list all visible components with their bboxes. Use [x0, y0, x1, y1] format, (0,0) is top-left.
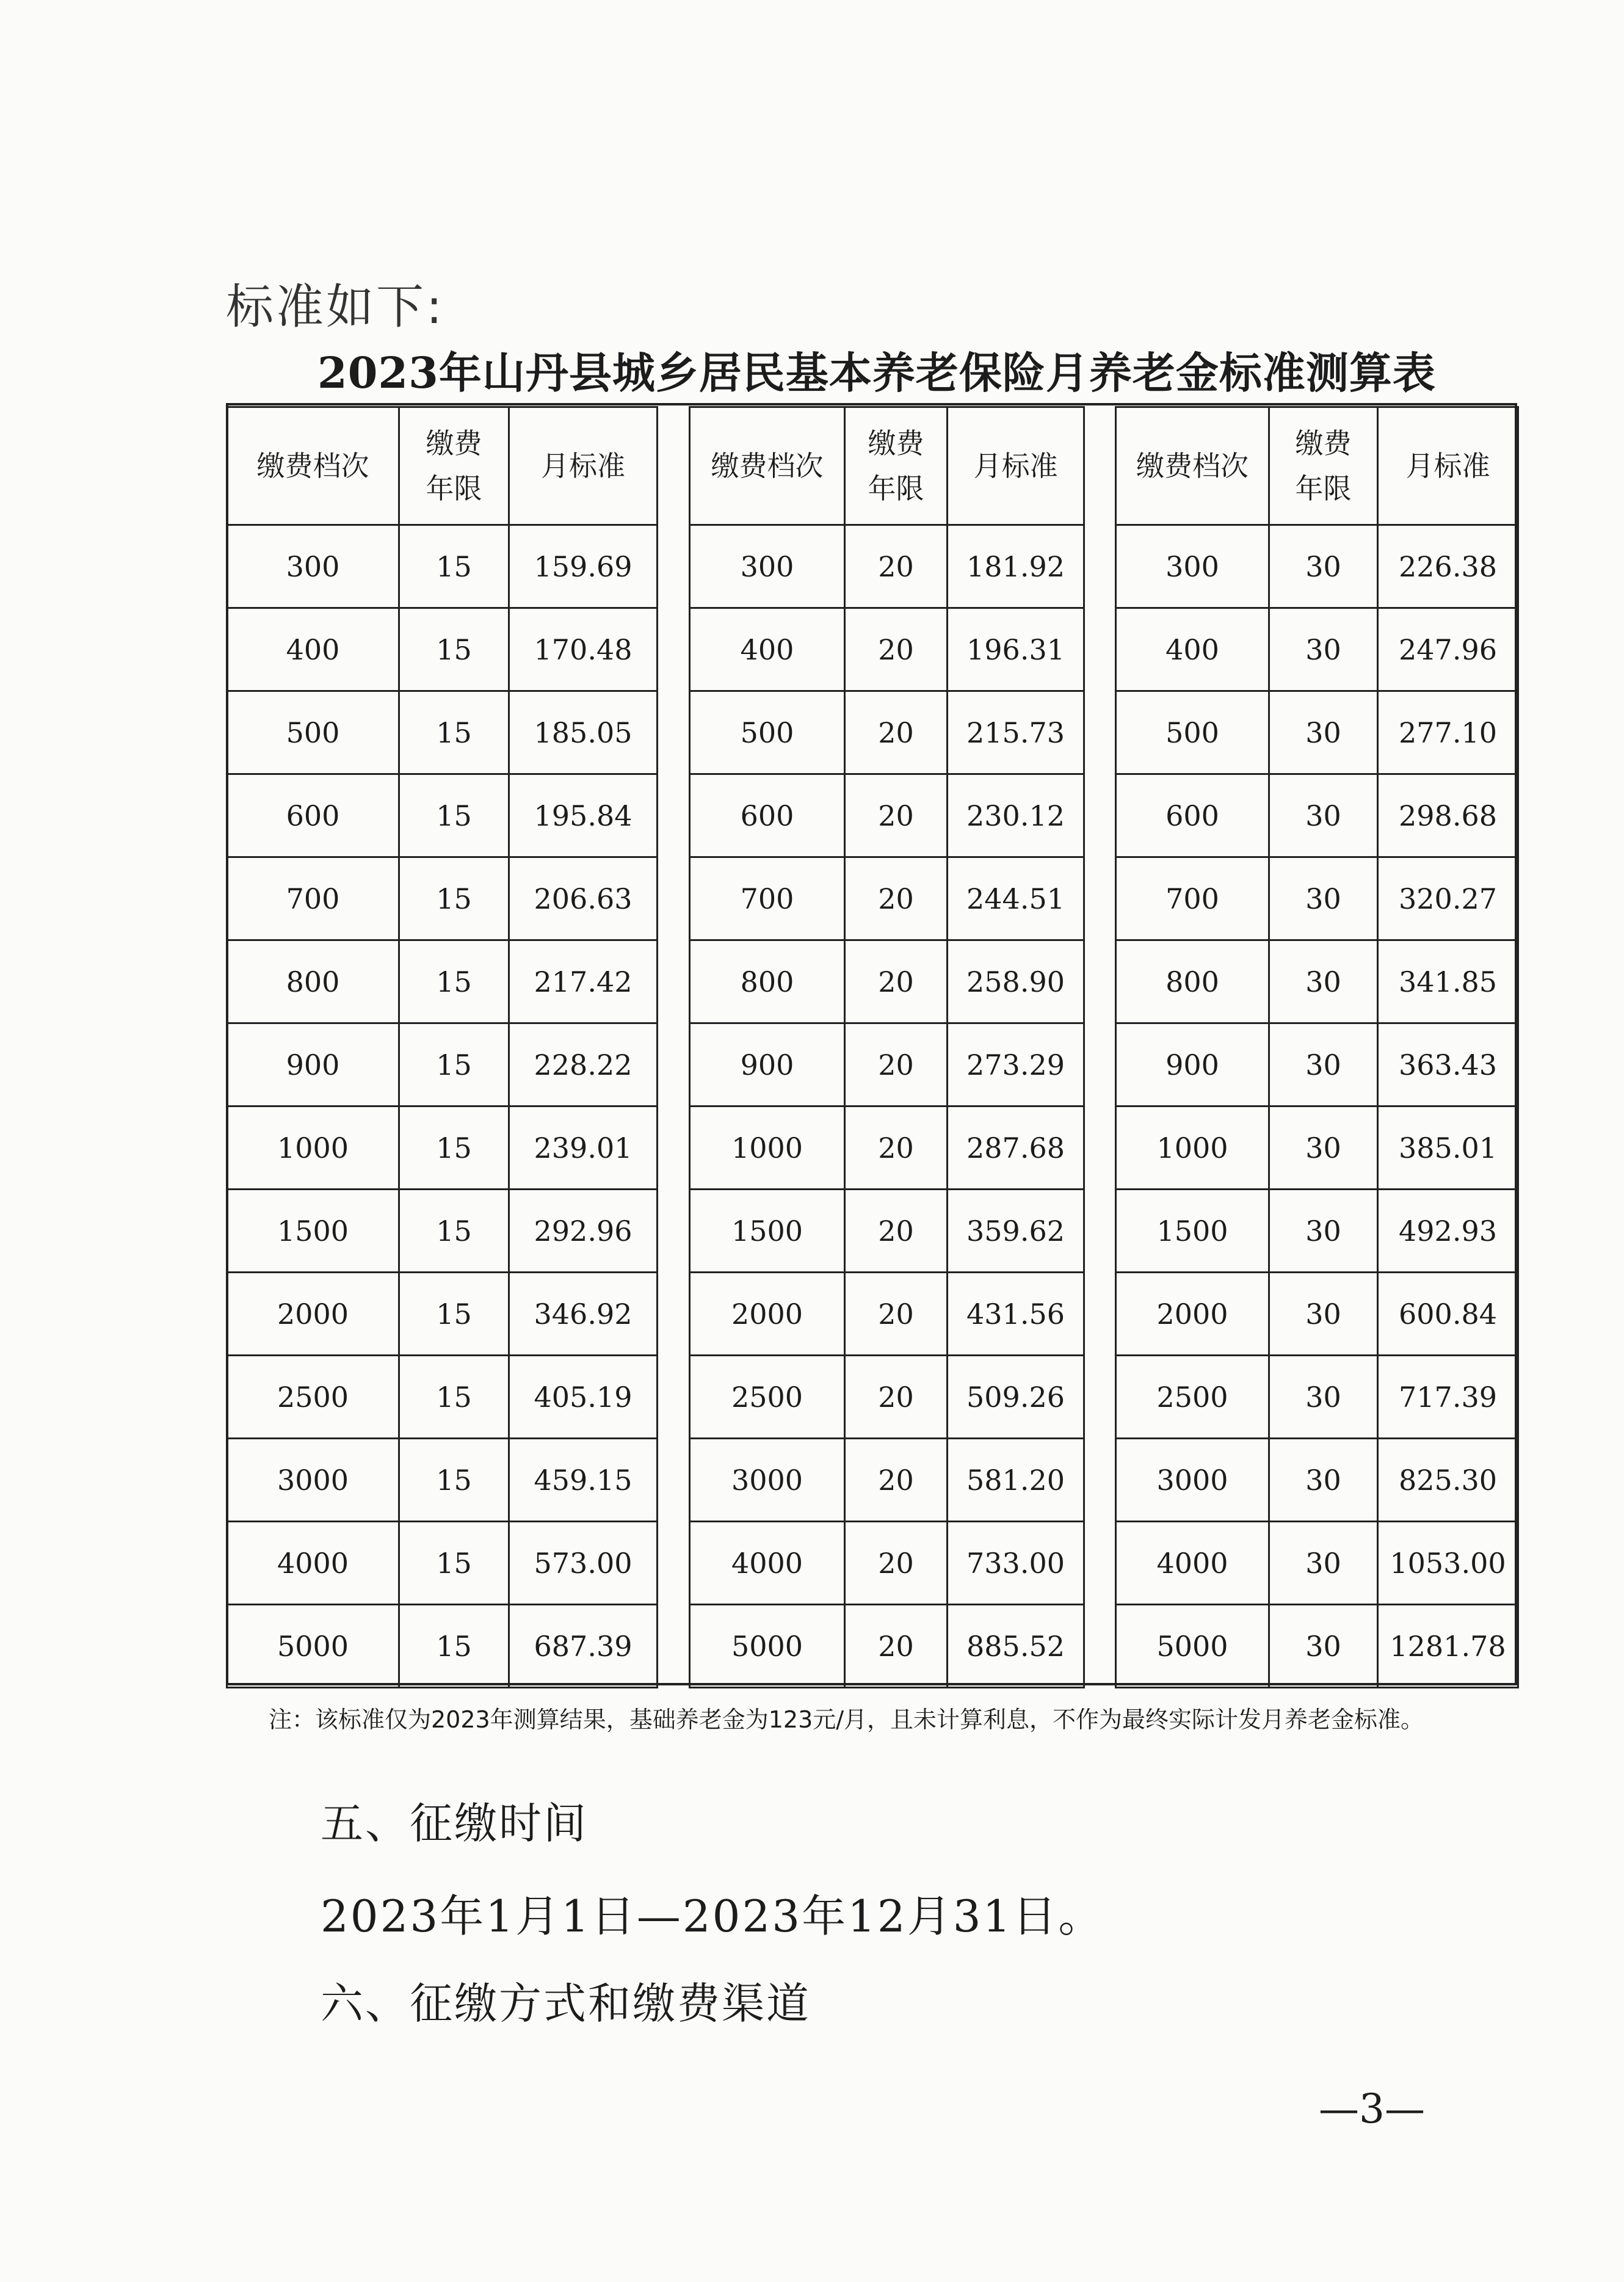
years-cell: 20 [845, 1190, 948, 1273]
monthly-cell: 244.51 [948, 857, 1084, 940]
years-cell: 20 [845, 525, 948, 608]
grade-cell: 3000 [227, 1439, 399, 1522]
grade-cell: 800 [1116, 940, 1269, 1023]
monthly-cell: 247.96 [1378, 608, 1518, 691]
monthly-cell: 825.30 [1378, 1439, 1518, 1522]
monthly-cell: 320.27 [1378, 857, 1518, 940]
years-cell: 30 [1269, 1522, 1378, 1605]
section5-heading: 五、征缴时间 [321, 1798, 588, 1848]
monthly-cell: 258.90 [948, 940, 1084, 1023]
pension-table-15 [226, 406, 658, 1688]
monthly-cell: 170.48 [509, 608, 658, 691]
monthly-cell: 206.63 [509, 857, 658, 940]
grade-cell: 2000 [690, 1273, 845, 1356]
table-row [1116, 691, 1518, 774]
years-cell: 15 [399, 1439, 509, 1522]
table-row [690, 1190, 1084, 1273]
section6-heading: 六、征缴方式和缴费渠道 [321, 1979, 811, 2029]
monthly-cell: 885.52 [948, 1605, 1084, 1688]
table-row [690, 1356, 1084, 1439]
table-row [227, 774, 658, 857]
table-row [1116, 525, 1518, 608]
years-cell: 15 [399, 608, 509, 691]
years-cell: 20 [845, 608, 948, 691]
years-cell: 30 [1269, 1190, 1378, 1273]
monthly-cell: 346.92 [509, 1273, 658, 1356]
monthly-cell: 733.00 [948, 1522, 1084, 1605]
table-row [1116, 1439, 1518, 1522]
header-years [1269, 407, 1378, 525]
monthly-cell: 687.39 [509, 1605, 658, 1688]
page-number: —3— [1319, 2085, 1425, 2132]
grade-cell: 4000 [1116, 1522, 1269, 1605]
grade-cell: 800 [227, 940, 399, 1023]
monthly-cell: 600.84 [1378, 1273, 1518, 1356]
table-row [1116, 1356, 1518, 1439]
monthly-cell: 230.12 [948, 774, 1084, 857]
grade-cell: 400 [690, 608, 845, 691]
years-cell: 15 [399, 1106, 509, 1190]
grade-cell: 500 [690, 691, 845, 774]
monthly-cell: 217.42 [509, 940, 658, 1023]
grade-cell: 3000 [1116, 1439, 1269, 1522]
header-years-line1: 缴费 [868, 427, 924, 460]
table-row [227, 1605, 658, 1688]
years-cell: 20 [845, 1273, 948, 1356]
monthly-cell: 228.22 [509, 1023, 658, 1106]
table-row [1116, 774, 1518, 857]
years-cell: 20 [845, 857, 948, 940]
monthly-cell: 226.38 [1378, 525, 1518, 608]
years-cell: 30 [1269, 1439, 1378, 1522]
monthly-cell: 273.29 [948, 1023, 1084, 1106]
years-cell: 15 [399, 1605, 509, 1688]
table-row [1116, 1273, 1518, 1356]
header-grade: 缴费档次 [1116, 407, 1269, 525]
table-row [227, 1106, 658, 1190]
years-cell: 15 [399, 1522, 509, 1605]
intro-text: 标准如下: [226, 280, 445, 335]
years-cell: 20 [845, 1522, 948, 1605]
table-block-30-years [1115, 406, 1519, 1688]
table-header-row [690, 407, 1084, 525]
grade-cell: 500 [227, 691, 399, 774]
table-row [1116, 1522, 1518, 1605]
table-row [690, 1605, 1084, 1688]
table-row [227, 608, 658, 691]
years-cell: 30 [1269, 1356, 1378, 1439]
monthly-cell: 431.56 [948, 1273, 1084, 1356]
years-cell: 20 [845, 774, 948, 857]
monthly-cell: 717.39 [1378, 1356, 1518, 1439]
table-row [1116, 940, 1518, 1023]
table-row [1116, 1190, 1518, 1273]
years-cell: 30 [1269, 774, 1378, 857]
years-cell: 30 [1269, 691, 1378, 774]
years-cell: 30 [1269, 1023, 1378, 1106]
grade-cell: 1500 [227, 1190, 399, 1273]
table-row [690, 525, 1084, 608]
monthly-cell: 159.69 [509, 525, 658, 608]
header-years-line1: 缴费 [426, 427, 482, 460]
table-row [690, 1273, 1084, 1356]
table-row [1116, 1023, 1518, 1106]
monthly-cell: 405.19 [509, 1356, 658, 1439]
grade-cell: 1000 [227, 1106, 399, 1190]
grade-cell: 2500 [1116, 1356, 1269, 1439]
collection-period: 2023年1月1日—2023年12月31日。 [321, 1891, 1104, 1942]
grade-cell: 800 [690, 940, 845, 1023]
years-cell: 15 [399, 1356, 509, 1439]
grade-cell: 900 [227, 1023, 399, 1106]
header-monthly: 月标准 [1378, 407, 1518, 525]
monthly-cell: 581.20 [948, 1439, 1084, 1522]
grade-cell: 900 [690, 1023, 845, 1106]
table-title: 2023年山丹县城乡居民基本养老保险月养老金标准测算表 [317, 347, 1436, 398]
header-years-line1: 缴费 [1295, 427, 1352, 460]
monthly-cell: 298.68 [1378, 774, 1518, 857]
monthly-cell: 492.93 [1378, 1190, 1518, 1273]
grade-cell: 2500 [690, 1356, 845, 1439]
table-row [690, 940, 1084, 1023]
table-row [227, 525, 658, 608]
grade-cell: 2000 [1116, 1273, 1269, 1356]
years-cell: 20 [845, 1356, 948, 1439]
years-cell: 15 [399, 857, 509, 940]
grade-cell: 300 [227, 525, 399, 608]
table-row [690, 774, 1084, 857]
monthly-cell: 185.05 [509, 691, 658, 774]
monthly-cell: 181.92 [948, 525, 1084, 608]
years-cell: 15 [399, 1023, 509, 1106]
header-years-line2: 年限 [1295, 472, 1352, 505]
grade-cell: 1000 [690, 1106, 845, 1190]
monthly-cell: 359.62 [948, 1190, 1084, 1273]
table-header-row [227, 407, 658, 525]
grade-cell: 1000 [1116, 1106, 1269, 1190]
header-monthly: 月标准 [948, 407, 1084, 525]
grade-cell: 300 [690, 525, 845, 608]
years-cell: 20 [845, 1106, 948, 1190]
grade-cell: 600 [227, 774, 399, 857]
table-row [227, 1190, 658, 1273]
table-block-20-years [689, 406, 1085, 1688]
table-row [1116, 1106, 1518, 1190]
table-row [690, 691, 1084, 774]
grade-cell: 600 [1116, 774, 1269, 857]
years-cell: 15 [399, 691, 509, 774]
table-row [690, 1522, 1084, 1605]
header-years-line2: 年限 [868, 472, 924, 505]
grade-cell: 700 [690, 857, 845, 940]
header-years [845, 407, 948, 525]
table-row [227, 857, 658, 940]
grade-cell: 300 [1116, 525, 1269, 608]
years-cell: 30 [1269, 525, 1378, 608]
years-cell: 15 [399, 1190, 509, 1273]
table-row [690, 1439, 1084, 1522]
monthly-cell: 341.85 [1378, 940, 1518, 1023]
header-grade: 缴费档次 [690, 407, 845, 525]
table-row [227, 940, 658, 1023]
table-row [227, 1522, 658, 1605]
pension-table-30 [1115, 406, 1519, 1688]
grade-cell: 5000 [690, 1605, 845, 1688]
years-cell: 15 [399, 1273, 509, 1356]
years-cell: 30 [1269, 857, 1378, 940]
grade-cell: 2500 [227, 1356, 399, 1439]
grade-cell: 700 [227, 857, 399, 940]
monthly-cell: 385.01 [1378, 1106, 1518, 1190]
table-row [1116, 1605, 1518, 1688]
table-row [690, 608, 1084, 691]
header-years [399, 407, 509, 525]
years-cell: 20 [845, 1023, 948, 1106]
table-row [227, 1273, 658, 1356]
header-monthly: 月标准 [509, 407, 658, 525]
monthly-cell: 292.96 [509, 1190, 658, 1273]
years-cell: 20 [845, 691, 948, 774]
grade-cell: 4000 [227, 1522, 399, 1605]
table-row [1116, 608, 1518, 691]
monthly-cell: 196.31 [948, 608, 1084, 691]
table-note: 注：该标准仅为2023年测算结果，基础养老金为123元/月，且未计算利息，不作为最终实际计发月养老金标准。 [269, 1706, 1424, 1733]
grade-cell: 5000 [1116, 1605, 1269, 1688]
table-row [690, 857, 1084, 940]
years-cell: 30 [1269, 1605, 1378, 1688]
table-row [227, 691, 658, 774]
grade-cell: 1500 [1116, 1190, 1269, 1273]
years-cell: 20 [845, 940, 948, 1023]
grade-cell: 700 [1116, 857, 1269, 940]
grade-cell: 400 [1116, 608, 1269, 691]
monthly-cell: 239.01 [509, 1106, 658, 1190]
grade-cell: 500 [1116, 691, 1269, 774]
monthly-cell: 573.00 [509, 1522, 658, 1605]
grade-cell: 3000 [690, 1439, 845, 1522]
table-row [227, 1439, 658, 1522]
years-cell: 30 [1269, 1106, 1378, 1190]
grade-cell: 4000 [690, 1522, 845, 1605]
monthly-cell: 277.10 [1378, 691, 1518, 774]
years-cell: 15 [399, 774, 509, 857]
monthly-cell: 459.15 [509, 1439, 658, 1522]
grade-cell: 1500 [690, 1190, 845, 1273]
grade-cell: 600 [690, 774, 845, 857]
years-cell: 15 [399, 525, 509, 608]
monthly-cell: 195.84 [509, 774, 658, 857]
table-row [227, 1023, 658, 1106]
monthly-cell: 509.26 [948, 1356, 1084, 1439]
table-row [690, 1106, 1084, 1190]
years-cell: 20 [845, 1439, 948, 1522]
years-cell: 30 [1269, 1273, 1378, 1356]
years-cell: 15 [399, 940, 509, 1023]
table-header-row [1116, 407, 1518, 525]
grade-cell: 900 [1116, 1023, 1269, 1106]
monthly-cell: 287.68 [948, 1106, 1084, 1190]
grade-cell: 2000 [227, 1273, 399, 1356]
header-years-line2: 年限 [426, 472, 482, 505]
grade-cell: 5000 [227, 1605, 399, 1688]
years-cell: 30 [1269, 940, 1378, 1023]
table-row [1116, 857, 1518, 940]
monthly-cell: 1281.78 [1378, 1605, 1518, 1688]
grade-cell: 400 [227, 608, 399, 691]
header-grade: 缴费档次 [227, 407, 399, 525]
monthly-cell: 1053.00 [1378, 1522, 1518, 1605]
table-row [690, 1023, 1084, 1106]
pension-table-20 [689, 406, 1085, 1688]
years-cell: 20 [845, 1605, 948, 1688]
years-cell: 30 [1269, 608, 1378, 691]
monthly-cell: 363.43 [1378, 1023, 1518, 1106]
monthly-cell: 215.73 [948, 691, 1084, 774]
table-block-15-years [226, 406, 658, 1688]
table-row [227, 1356, 658, 1439]
